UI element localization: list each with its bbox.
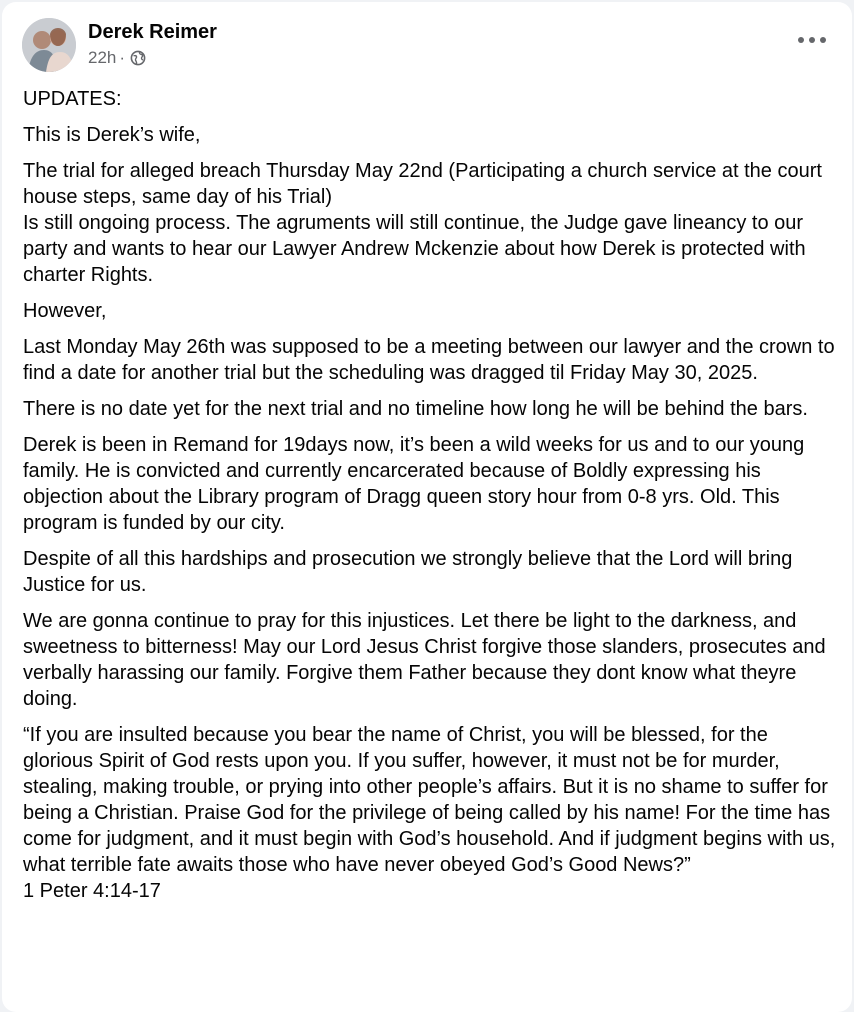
author-name[interactable]: Derek Reimer [88, 21, 217, 43]
post-paragraph-meeting: Last Monday May 26th was supposed to be a meeting between our lawyer and the crown to find a date for another trial but the scheduling was dragged til Friday May 30, 2025. [23, 336, 835, 384]
post-paragraph-however: However, [23, 300, 107, 322]
post-time[interactable]: 22h [88, 48, 117, 67]
avatar[interactable] [22, 18, 76, 72]
post-paragraph-remand: Derek is been in Remand for 19days now, it’s been a wild weeks for us and to our young family. He is convicted and currently encarcerated because of Boldly expressing his objection about the Library program of Dragg queen story hour from 0-8 yrs. Old. This program is funded by our city. [23, 434, 805, 534]
post-meta [88, 48, 146, 68]
more-dot [820, 37, 826, 43]
globe-icon[interactable] [130, 50, 146, 66]
post-header [2, 2, 852, 82]
post-paragraph-scripture: “If you are insulted because you bear the name of Christ, you will be blessed, for the glorious Spirit of God rests upon you. If you suffer, however, it must not be for murder, stealing, making trouble, or prying into other people’s affairs. But it is no shame to suffer for being a Christian. Praise God for the privilege of being called by his name! For the time has come for judgment, and it must begin with God’s household. And if judgment begins with us, what terrible fate awaits those who have never obeyed God’s Good News?” 1 Peter 4:14-17 [23, 724, 836, 902]
post-paragraph-updates: UPDATES: [23, 88, 122, 110]
post-body [23, 86, 839, 914]
post-paragraph-no-date: There is no date yet for the next trial and no timeline how long he will be behind the bars. [23, 398, 808, 420]
post-paragraph-trial: The trial for alleged breach Thursday May 22nd (Participating a church service at the court house steps, same day of his Trial) Is still ongoing process. The agruments will still continue, the Judge gave lineancy to our party and wants to hear our Lawyer Andrew Mckenzie about how Derek is protected with charter Rights. [23, 160, 822, 286]
post-paragraph-justice: Despite of all this hardships and prosecution we strongly believe that the Lord will bring Justice for us. [23, 548, 793, 596]
post-paragraph-intro: This is Derek’s wife, [23, 124, 201, 146]
post-paragraph-prayer: We are gonna continue to pray for this injustices. Let there be light to the darkness, and sweetness to bitterness! May our Lord Jesus Christ forgive those slanders, prosecutes and verbally harassing our family. Forgive them Father because they dont know what theyre doing. [23, 610, 826, 710]
more-dot [798, 37, 804, 43]
more-options-icon[interactable] [798, 30, 826, 50]
more-dot [809, 37, 815, 43]
post-card [2, 2, 852, 1012]
avatar-image [22, 18, 76, 72]
meta-separator: · [119, 48, 126, 67]
